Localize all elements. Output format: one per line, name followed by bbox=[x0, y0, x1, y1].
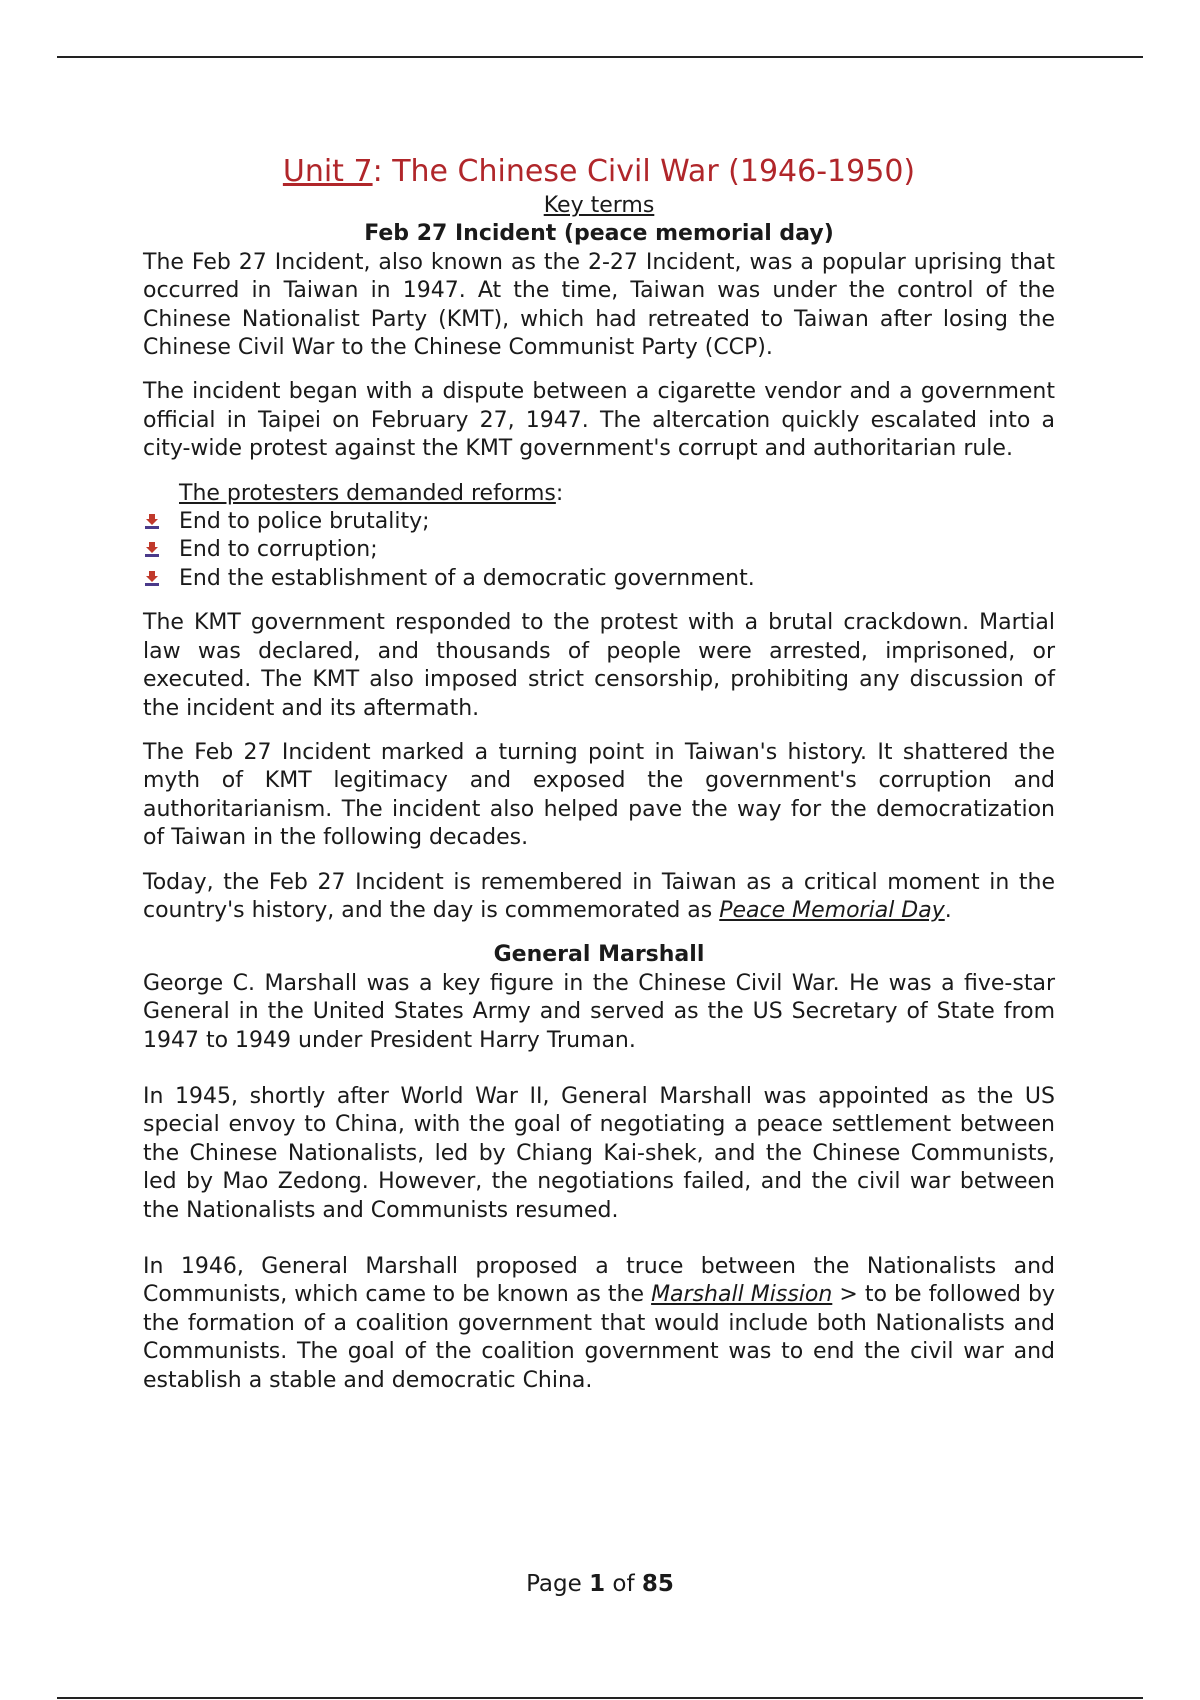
down-arrow-bar-icon bbox=[145, 542, 159, 558]
list-item-text: End to corruption; bbox=[179, 537, 378, 563]
closing-text: Today, the Feb 27 Incident is remembered in Taiwan as a critical moment in the country's history, and the day is commemorated as bbox=[143, 869, 1055, 923]
demands-title-text: The protesters demanded reforms bbox=[179, 480, 556, 506]
paragraph-marshall-mission bbox=[143, 1253, 1055, 1395]
demands-title-colon: : bbox=[555, 480, 564, 506]
mission-text-post: > to be followed by the formation of a coalition government that would include both Nationalists and Communists. The goal of the coalition government was to end the civil war and establish a stable and democratic China. bbox=[143, 1282, 1055, 1393]
peace-memorial-day-term: Peace Memorial Day bbox=[719, 897, 945, 923]
down-arrow-bar-icon bbox=[145, 571, 159, 587]
marshall-mission-term: Marshall Mission bbox=[651, 1282, 833, 1308]
top-rule bbox=[57, 56, 1143, 58]
closing-period: . bbox=[944, 897, 952, 923]
title-rest: : The Chinese Civil War (1946-1950) bbox=[372, 154, 916, 189]
page-subtitle: Key terms bbox=[543, 193, 655, 218]
page-footer bbox=[0, 1571, 1200, 1597]
list-item bbox=[143, 536, 1055, 564]
paragraph: The Feb 27 Incident marked a turning point in Taiwan's history. It shattered the myth of KMT legitimacy and exposed the government's corruption and authoritarianism. The incident also helped pave the way for the democratization of Taiwan in the following decades. bbox=[143, 739, 1055, 851]
list-item-text: End to police brutality; bbox=[179, 509, 430, 535]
section-heading-marshall: General Marshall bbox=[493, 942, 705, 968]
list-item bbox=[143, 508, 1055, 536]
page-title bbox=[143, 152, 1055, 192]
down-arrow-bar-icon bbox=[145, 514, 159, 530]
paragraph-closing bbox=[143, 869, 1055, 926]
demands-title bbox=[179, 480, 1055, 508]
demands-list bbox=[143, 508, 1055, 593]
total-pages: 85 bbox=[641, 1571, 674, 1597]
paragraph: George C. Marshall was a key figure in the Chinese Civil War. He was a five-star General in the United States Army and served as the US Secretary of State from 1947 to 1949 under President Harry Truman. bbox=[143, 970, 1055, 1053]
page-label: Page bbox=[526, 1571, 590, 1597]
page-number: 1 bbox=[589, 1571, 606, 1597]
paragraph: The incident began with a dispute between a cigarette vendor and a government official in Taipei on February 27, 1947. The altercation quickly escalated into a city-wide protest against the KMT government's corrupt and authoritarian rule. bbox=[143, 379, 1055, 462]
title-unit: Unit 7 bbox=[282, 154, 373, 189]
list-item-text: End the establishment of a democratic government. bbox=[179, 565, 755, 591]
paragraph: The KMT government responded to the protest with a brutal crackdown. Martial law was declared, and thousands of people were arrested, imprisoned, or executed. The KMT also imposed strict censorship, prohibiting any discussion of the incident and its aftermath. bbox=[143, 610, 1055, 721]
mission-text-pre: In 1946, General Marshall proposed a truce between the Nationalists and Communists, which came to be known as the bbox=[143, 1254, 1055, 1308]
bottom-rule bbox=[57, 1697, 1143, 1699]
of-label: of bbox=[605, 1571, 642, 1597]
section-heading-feb27: Feb 27 Incident (peace memorial day) bbox=[364, 221, 834, 247]
paragraph: The Feb 27 Incident, also known as the 2-27 Incident, was a popular uprising that occurred in Taiwan in 1947. At the time, Taiwan was under the control of the Chinese Nationalist Party (KMT), which had retreated to Taiwan after losing the Chinese Civil War to the Chinese Communist Party (CCP). bbox=[143, 249, 1055, 361]
paragraph: In 1945, shortly after World War II, General Marshall was appointed as the US special envoy to China, with the goal of negotiating a peace settlement between the Chinese Nationalists, led by Chiang Kai-shek, and the Chinese Communists, led by Mao Zedong. However, the negotiations failed, and the civil war between the Nationalists and Communists resumed. bbox=[143, 1083, 1055, 1223]
document-body bbox=[143, 152, 1055, 1411]
list-item bbox=[143, 565, 1055, 593]
